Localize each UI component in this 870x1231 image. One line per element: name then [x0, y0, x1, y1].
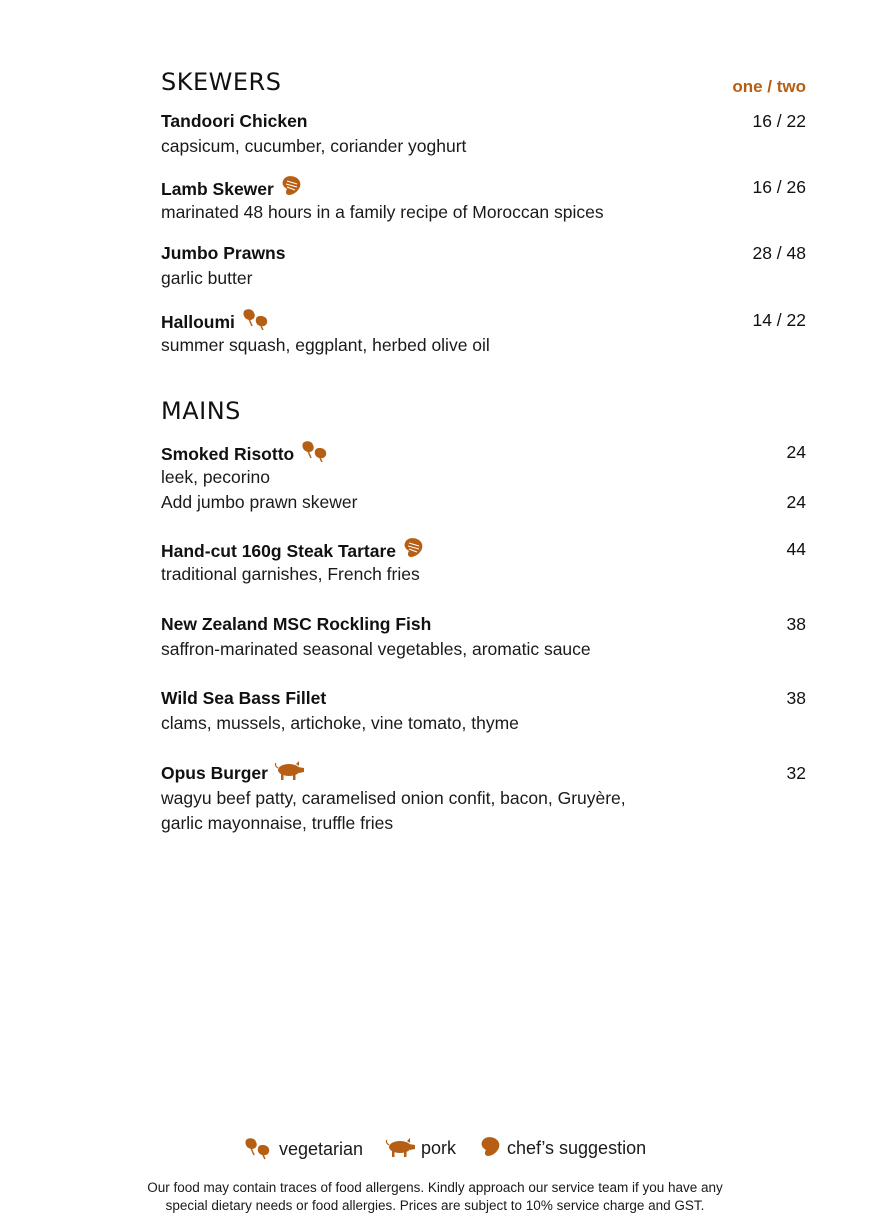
chef-suggestion-icon [479, 1136, 501, 1158]
item-name-wrap [161, 440, 330, 466]
item-name: Halloumi [161, 312, 235, 332]
icon-legend [243, 1136, 663, 1164]
item-description: traditional garnishes, French fries [161, 564, 420, 584]
item-price: 14 / 22 [752, 310, 806, 330]
item-addon [161, 490, 806, 515]
vegetarian-icon [300, 440, 330, 462]
mains-title: MAINS [161, 397, 241, 425]
item-name: Hand-cut 160g Steak Tartare [161, 541, 397, 561]
portion-header: one / two [732, 77, 806, 96]
item-description: garlic butter [161, 268, 253, 288]
menu-item [161, 761, 806, 836]
legend-label: vegetarian [279, 1139, 364, 1159]
item-price: 32 [786, 763, 806, 783]
addon-price: 24 [786, 492, 806, 512]
pork-icon [274, 761, 306, 781]
menu-item [161, 440, 806, 515]
chef-suggestion-icon [280, 175, 302, 197]
menu-item [161, 537, 806, 587]
item-description: saffron-marinated seasonal vegetables, aromatic sauce [161, 639, 591, 659]
item-name-wrap [161, 175, 302, 201]
vegetarian-icon [241, 308, 271, 330]
item-name-wrap [161, 308, 271, 334]
item-description: wagyu beef patty, caramelised onion confit, bacon, Gruyère, [161, 788, 626, 808]
item-name: Tandoori Chicken [161, 111, 308, 131]
item-price: 16 / 22 [752, 111, 806, 131]
item-price: 28 / 48 [752, 243, 806, 263]
item-name: Smoked Risotto [161, 444, 295, 464]
vegetarian-icon [243, 1136, 273, 1160]
menu-item [161, 175, 806, 225]
item-name: New Zealand MSC Rockling Fish [161, 614, 432, 634]
footnote-line: special dietary needs or food allergies. Prices are subject to 10% service charge and GST. [165, 1198, 705, 1213]
item-name: Wild Sea Bass Fillet [161, 688, 327, 708]
legend-label: chef’s suggestion [507, 1138, 647, 1158]
item-name: Lamb Skewer [161, 179, 274, 199]
item-price: 44 [786, 539, 806, 559]
legend-label: pork [421, 1138, 457, 1158]
addon-label: Add jumbo prawn skewer [161, 492, 358, 512]
item-name-wrap [161, 761, 306, 785]
item-price: 38 [786, 688, 806, 708]
skewers-title: SKEWERS [161, 68, 282, 96]
menu-item [161, 109, 806, 159]
item-description: capsicum, cucumber, coriander yoghurt [161, 136, 467, 156]
allergen-footnote [120, 1179, 750, 1215]
chef-suggestion-icon [402, 537, 424, 559]
item-description: clams, mussels, artichoke, vine tomato, thyme [161, 713, 519, 733]
item-name: Opus Burger [161, 763, 268, 783]
item-description-cont: garlic mayonnaise, truffle fries [161, 813, 394, 833]
item-description: leek, pecorino [161, 467, 270, 487]
item-price: 38 [786, 614, 806, 634]
footnote-line: Our food may contain traces of food allergens. Kindly approach our service team if you have any [147, 1180, 723, 1195]
menu-item [161, 241, 806, 291]
item-price: 24 [786, 442, 806, 462]
menu-item [161, 612, 806, 662]
item-price: 16 / 26 [752, 177, 806, 197]
menu-item [161, 308, 806, 358]
item-name: Jumbo Prawns [161, 243, 286, 263]
item-description: marinated 48 hours in a family recipe of Moroccan spices [161, 202, 604, 222]
menu-item [161, 686, 806, 736]
item-description: summer squash, eggplant, herbed olive oil [161, 335, 490, 355]
item-name-wrap [161, 537, 424, 563]
pork-icon [385, 1138, 417, 1158]
